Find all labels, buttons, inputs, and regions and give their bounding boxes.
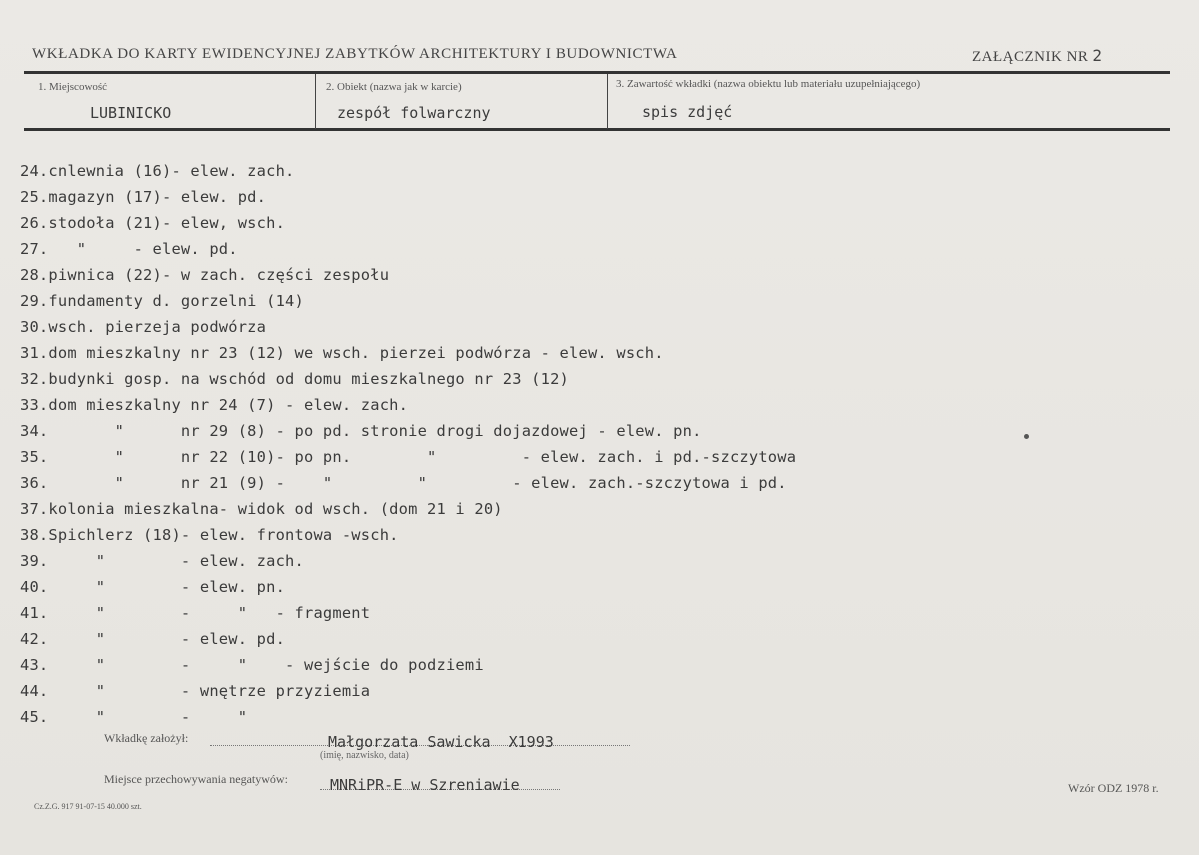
negatives-value: MNRiPR-E w Szreniawie — [330, 776, 520, 794]
list-item: 45. " - " — [20, 708, 248, 726]
author-hint: (imię, nazwisko, data) — [320, 750, 409, 761]
form-title: WKŁADKA DO KARTY EWIDENCYJNEJ ZABYTKÓW ARCHITEKTURY I BUDOWNICTWA — [32, 46, 678, 62]
list-item: 33.dom mieszkalny nr 24 (7) - elew. zach. — [20, 396, 409, 414]
field-divider-1 — [315, 74, 316, 129]
list-item: 28.piwnica (22)- w zach. części zespołu — [20, 266, 390, 284]
content-label: 3. Zawartość wkładki (nazwa obiektu lub materiału uzupełniającego) — [616, 78, 921, 90]
list-item: 44. " - wnętrze przyziemia — [20, 682, 371, 700]
list-item: 25.magazyn (17)- elew. pd. — [20, 188, 267, 206]
list-item: 32.budynki gosp. na wschód od domu mieszkalnego nr 23 (12) — [20, 370, 570, 388]
author-value: Małgorzata Sawicka X1993 — [328, 733, 554, 751]
list-item: 34. " nr 29 (8) - po pd. stronie drogi dojazdowej - elew. pn. — [20, 422, 702, 440]
list-item: 29.fundamenty d. gorzelni (14) — [20, 292, 304, 310]
ink-speck — [1024, 434, 1029, 439]
place-label: 1. Miejscowość — [38, 81, 108, 93]
list-item: 37.kolonia mieszkalna- widok od wsch. (dom 21 i 20) — [20, 500, 503, 518]
annex-label — [972, 46, 1103, 66]
list-item: 38.Spichlerz (18)- elew. frontowa -wsch. — [20, 526, 399, 544]
author-label: Wkładkę założył: — [104, 731, 189, 745]
list-item: 31.dom mieszkalny nr 23 (12) we wsch. pierzei podwórza - elew. wsch. — [20, 344, 664, 362]
list-item: 39. " - elew. zach. — [20, 552, 304, 570]
list-item: 41. " - " - fragment — [20, 604, 371, 622]
print-code: Cz.Z.G. 917 91-07-15 40.000 szt. — [34, 802, 142, 811]
object-value: zespół folwarczny — [337, 104, 491, 122]
object-label: 2. Obiekt (nazwa jak w karcie) — [326, 81, 462, 93]
list-item: 40. " - elew. pn. — [20, 578, 286, 596]
negatives-label: Miejsce przechowywania negatywów: — [104, 772, 288, 786]
list-item: 24.cnlewnia (16)- elew. zach. — [20, 162, 295, 180]
list-item: 43. " - " - wejście do podziemi — [20, 656, 484, 674]
content-value: spis zdjęć — [642, 103, 733, 121]
header-bottom-rule — [24, 128, 1170, 131]
place-value: LUBINICKO — [90, 104, 172, 122]
form-code: Wzór ODZ 1978 r. — [1068, 781, 1159, 795]
list-item: 36. " nr 21 (9) - " " - elew. zach.-szczytowa i pd. — [20, 474, 787, 492]
list-item: 42. " - elew. pd. — [20, 630, 286, 648]
list-item: 35. " nr 22 (10)- po pn. " - elew. zach. i pd.-szczytowa — [20, 448, 797, 466]
field-divider-2 — [607, 74, 608, 129]
list-item: 26.stodoła (21)- elew, wsch. — [20, 214, 286, 232]
list-item: 27. " - elew. pd. — [20, 240, 238, 258]
list-item: 30.wsch. pierzeja podwórza — [20, 318, 267, 336]
header-top-rule — [24, 71, 1170, 74]
annex-label-text: ZAŁĄCZNIK NR — [972, 49, 1089, 65]
annex-number: 2 — [1092, 46, 1103, 65]
